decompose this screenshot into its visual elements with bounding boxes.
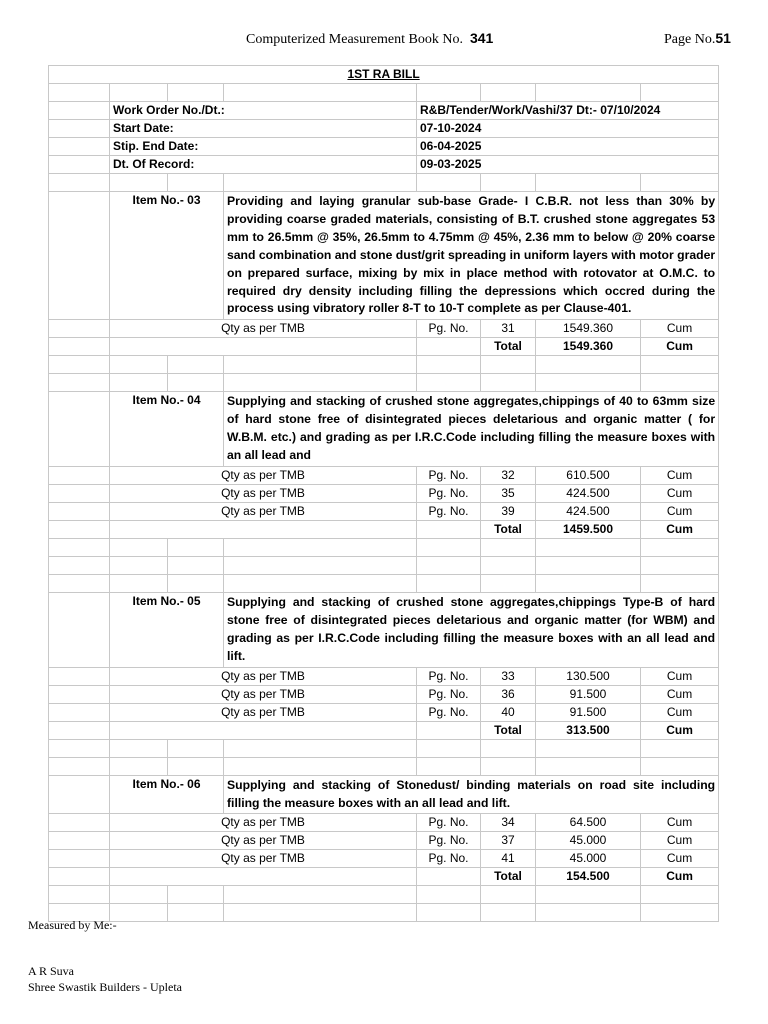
pg-label: Pg. No. — [417, 814, 481, 832]
measurer-name: A R Suva — [28, 964, 75, 978]
page-number-label: Page No.51 — [664, 30, 731, 47]
qty-unit: Cum — [641, 703, 719, 721]
qty-label: Qty as per TMB — [110, 320, 417, 338]
spacer-row — [49, 886, 719, 904]
total-row — [49, 338, 719, 356]
qty-unit: Cum — [641, 667, 719, 685]
qty-value: 91.500 — [536, 685, 641, 703]
info-value: 07-10-2024 — [417, 120, 719, 138]
qty-value: 1549.360 — [536, 320, 641, 338]
qty-row — [49, 320, 719, 338]
pg-number: 40 — [481, 703, 536, 721]
info-label: Stip. End Date: — [110, 138, 417, 156]
item-description: Supplying and stacking of Stonedust/ binding materials on road site including filling the measure boxes with an all lead and lift. — [224, 775, 719, 814]
total-unit: Cum — [641, 520, 719, 538]
qty-row — [49, 850, 719, 868]
qty-label: Qty as per TMB — [110, 685, 417, 703]
total-value: 1459.500 — [536, 520, 641, 538]
total-row — [49, 721, 719, 739]
bill-title: 1ST RA BILL — [49, 66, 719, 84]
info-row — [49, 138, 719, 156]
info-value: 09-03-2025 — [417, 156, 719, 174]
item-description: Supplying and stacking of crushed stone aggregates,chippings of 40 to 63mm size of hard stone free of disintegrated pieces deletarious and organic matter ( for W.B.M. etc.) and grading as per I.R.C.Code including filling the measure boxes with an all lead and — [224, 392, 719, 467]
measurement-table — [48, 65, 719, 922]
spacer-row — [49, 356, 719, 374]
qty-label: Qty as per TMB — [110, 466, 417, 484]
info-row — [49, 156, 719, 174]
qty-unit: Cum — [641, 466, 719, 484]
total-label: Total — [481, 721, 536, 739]
qty-label: Qty as per TMB — [110, 703, 417, 721]
company-name: Shree Swastik Builders - Upleta — [28, 980, 182, 994]
qty-value: 45.000 — [536, 832, 641, 850]
qty-row — [49, 685, 719, 703]
pg-label: Pg. No. — [417, 484, 481, 502]
bill-title-row — [49, 66, 719, 84]
total-unit: Cum — [641, 721, 719, 739]
qty-unit: Cum — [641, 850, 719, 868]
info-value: R&B/Tender/Work/Vashi/37 Dt:- 07/10/2024 — [417, 102, 719, 120]
pg-number: 36 — [481, 685, 536, 703]
qty-unit: Cum — [641, 832, 719, 850]
pg-number: 35 — [481, 484, 536, 502]
page-header — [0, 30, 768, 50]
qty-label: Qty as per TMB — [110, 814, 417, 832]
info-label: Dt. Of Record: — [110, 156, 417, 174]
qty-row — [49, 466, 719, 484]
qty-label: Qty as per TMB — [110, 667, 417, 685]
qty-unit: Cum — [641, 484, 719, 502]
qty-unit: Cum — [641, 502, 719, 520]
total-unit: Cum — [641, 868, 719, 886]
item-number: Item No.- 05 — [110, 592, 224, 667]
qty-value: 130.500 — [536, 667, 641, 685]
item-header-row — [49, 592, 719, 667]
total-label: Total — [481, 868, 536, 886]
total-unit: Cum — [641, 338, 719, 356]
qty-label: Qty as per TMB — [110, 850, 417, 868]
item-header-row — [49, 392, 719, 467]
spacer-row — [49, 574, 719, 592]
pg-label: Pg. No. — [417, 502, 481, 520]
qty-row — [49, 502, 719, 520]
total-row — [49, 520, 719, 538]
total-value: 154.500 — [536, 868, 641, 886]
page-number: 51 — [715, 30, 731, 46]
qty-label: Qty as per TMB — [110, 832, 417, 850]
pg-label: Pg. No. — [417, 703, 481, 721]
total-value: 1549.360 — [536, 338, 641, 356]
item-number: Item No.- 06 — [110, 775, 224, 814]
spacer-row — [49, 374, 719, 392]
pg-number: 41 — [481, 850, 536, 868]
item-description: Providing and laying granular sub-base Grade- I C.B.R. not less than 30% by providing coarse graded materials, consisting of B.T. crushed stone aggregates 53 mm to 26.5mm @ 35%, 26.5mm to 4.75mm @ 45%, 2.36 mm to below @ 20% coarse sand combination and stone dust/grit spreading in uniform layers with motor grader on prepared surface, mixing by mix in place method with rotovator at O.M.C. to required dry density including filling the depressions which occred during the process using vibratory roller 8-T to 10-T complete as per Clause-401. — [224, 192, 719, 320]
pg-label: Pg. No. — [417, 850, 481, 868]
measured-by-label: Measured by Me:- — [28, 918, 117, 932]
book-number: 341 — [469, 30, 494, 46]
item-header-row — [49, 775, 719, 814]
qty-row — [49, 832, 719, 850]
spacer-row — [49, 538, 719, 556]
total-label: Total — [481, 520, 536, 538]
qty-value: 45.000 — [536, 850, 641, 868]
qty-value: 91.500 — [536, 703, 641, 721]
pg-number: 31 — [481, 320, 536, 338]
qty-unit: Cum — [641, 320, 719, 338]
pg-number: 32 — [481, 466, 536, 484]
pg-label: Pg. No. — [417, 466, 481, 484]
spacer-row — [49, 556, 719, 574]
qty-value: 610.500 — [536, 466, 641, 484]
qty-value: 424.500 — [536, 484, 641, 502]
spacer-row — [49, 757, 719, 775]
pg-label: Pg. No. — [417, 685, 481, 703]
total-label: Total — [481, 338, 536, 356]
book-number-label: Computerized Measurement Book No. 341 — [246, 30, 494, 47]
qty-unit: Cum — [641, 685, 719, 703]
total-row — [49, 868, 719, 886]
spacer-row — [49, 84, 719, 102]
item-number: Item No.- 04 — [110, 392, 224, 467]
spacer-row — [49, 174, 719, 192]
info-label: Work Order No./Dt.: — [110, 102, 417, 120]
spacer-row — [49, 904, 719, 922]
item-header-row — [49, 192, 719, 320]
qty-value: 424.500 — [536, 502, 641, 520]
qty-value: 64.500 — [536, 814, 641, 832]
info-row — [49, 102, 719, 120]
qty-label: Qty as per TMB — [110, 502, 417, 520]
pg-number: 37 — [481, 832, 536, 850]
qty-unit: Cum — [641, 814, 719, 832]
info-value: 06-04-2025 — [417, 138, 719, 156]
info-label: Start Date: — [110, 120, 417, 138]
pg-label: Pg. No. — [417, 667, 481, 685]
pg-number: 34 — [481, 814, 536, 832]
pg-number: 33 — [481, 667, 536, 685]
spacer-row — [49, 739, 719, 757]
pg-label: Pg. No. — [417, 320, 481, 338]
qty-row — [49, 667, 719, 685]
item-number: Item No.- 03 — [110, 192, 224, 320]
total-value: 313.500 — [536, 721, 641, 739]
qty-row — [49, 484, 719, 502]
qty-row — [49, 814, 719, 832]
pg-number: 39 — [481, 502, 536, 520]
info-row — [49, 120, 719, 138]
qty-label: Qty as per TMB — [110, 484, 417, 502]
pg-label: Pg. No. — [417, 832, 481, 850]
item-description: Supplying and stacking of crushed stone aggregates,chippings Type-B of hard stone free of disintegrated pieces deletarious and organic matter (for WBM) and grading as per I.R.C.Code including filling the measure boxes with an all lead and lift. — [224, 592, 719, 667]
qty-row — [49, 703, 719, 721]
